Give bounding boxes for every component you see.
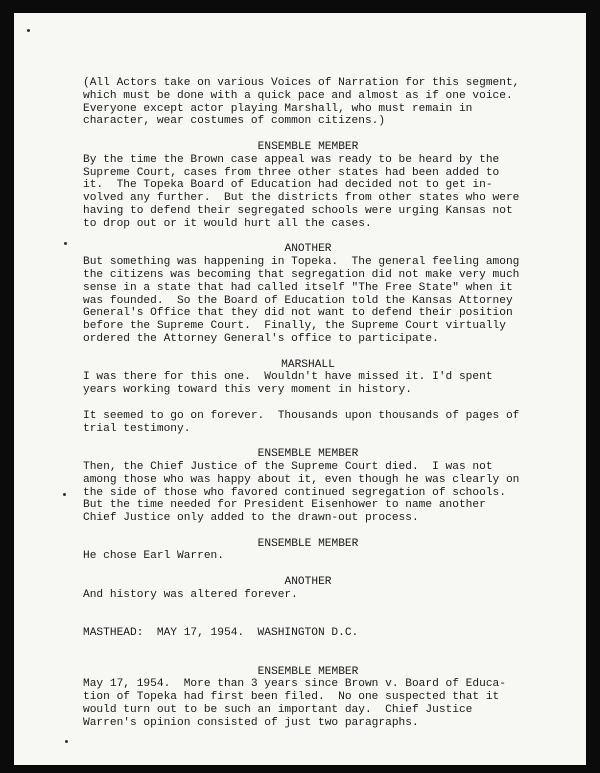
- text-line: years working toward this very moment in history.: [83, 384, 412, 397]
- text-line: Chief Justice only added to the drawn-out process.: [83, 512, 419, 525]
- dialogue-block: [83, 589, 533, 602]
- text-line: it. The Topeka Board of Education had decided not to get in-: [83, 179, 493, 192]
- text-line: He chose Earl Warren.: [83, 550, 224, 563]
- text-line: ordered the Attorney General's office to participate.: [83, 332, 439, 345]
- dialogue-block: [83, 678, 533, 729]
- text-line: May 17, 1954. More than 3 years since Brown v. Board of Educa-: [83, 678, 506, 691]
- character-cue: ENSEMBLE MEMBER: [257, 448, 359, 461]
- text-line: trial testimony.: [83, 422, 191, 435]
- dialogue-block: [83, 550, 533, 563]
- text-line: General's Office that they did not want to defend their position: [83, 307, 513, 320]
- text-line: would turn out to be such an important day. Chief Justice: [83, 704, 473, 717]
- text-line: By the time the Brown case appeal was ready to be heard by the: [83, 153, 500, 166]
- text-line: It seemed to go on forever. Thousands upon thousands of pages of: [83, 409, 520, 422]
- dialogue-block: [83, 371, 533, 397]
- margin-speck: [64, 242, 67, 245]
- text-line: I was there for this one. Wouldn't have missed it. I'd spent: [83, 371, 493, 384]
- masthead-line: [83, 627, 533, 640]
- text-line: to drop out or it would hurt all the cases.: [83, 217, 372, 230]
- text-line: (All Actors take on various Voices of Narration for this segment,: [83, 77, 520, 89]
- character-cue: MARSHALL: [281, 358, 335, 371]
- text-line: tion of Topeka had first been filed. No one suspected that it: [83, 691, 500, 704]
- text-line: character, wear costumes of common citizens.): [83, 115, 386, 128]
- margin-speck: [65, 740, 68, 743]
- margin-speck: [63, 493, 66, 496]
- text-line: the side of those who favored continued segregation of schools.: [83, 486, 506, 499]
- character-cue: ANOTHER: [284, 576, 332, 589]
- character-cue: ANOTHER: [284, 243, 332, 256]
- text-line: But the time needed for President Eisenhower to name another: [83, 499, 486, 512]
- margin-speck: [27, 29, 30, 32]
- text-line: among those who was happy about it, even though he was clearly on: [83, 473, 520, 486]
- text-line: sense in a state that had called itself "The Free State" when it: [83, 281, 513, 294]
- character-cue: ENSEMBLE MEMBER: [257, 665, 359, 678]
- dialogue-block: [83, 256, 533, 346]
- script-body: [83, 77, 533, 730]
- text-line: Warren's opinion consisted of just two paragraphs.: [83, 716, 419, 729]
- text-line: volved any further. But the districts from other states who were: [83, 192, 520, 205]
- dialogue-block: [83, 461, 533, 525]
- direction-paragraph: [83, 410, 533, 436]
- text-line: MASTHEAD: MAY 17, 1954. WASHINGTON D.C.: [83, 627, 359, 640]
- dialogue-block: [83, 154, 533, 231]
- text-line: before the Supreme Court. Finally, the Supreme Court virtually: [83, 320, 506, 333]
- text-line: which must be done with a quick pace and almost as if one voice.: [83, 89, 513, 102]
- text-line: But something was happening in Topeka. The general feeling among: [83, 256, 520, 269]
- character-cue: ENSEMBLE MEMBER: [257, 537, 359, 550]
- text-line: Then, the Chief Justice of the Supreme Court died. I was not: [83, 460, 493, 473]
- text-line: the citizens was becoming that segregation did not make very much: [83, 268, 520, 281]
- text-line: Everyone except actor playing Marshall, who must remain in: [83, 102, 473, 115]
- direction-paragraph: [83, 77, 533, 128]
- text-line: Supreme Court, cases from three other states had been added to: [83, 166, 500, 179]
- text-line: having to defend their segregated schools were urging Kansas not: [83, 204, 513, 217]
- text-line: was founded. So the Board of Education told the Kansas Attorney: [83, 294, 513, 307]
- character-cue: ENSEMBLE MEMBER: [257, 140, 359, 153]
- text-line: And history was altered forever.: [83, 588, 298, 601]
